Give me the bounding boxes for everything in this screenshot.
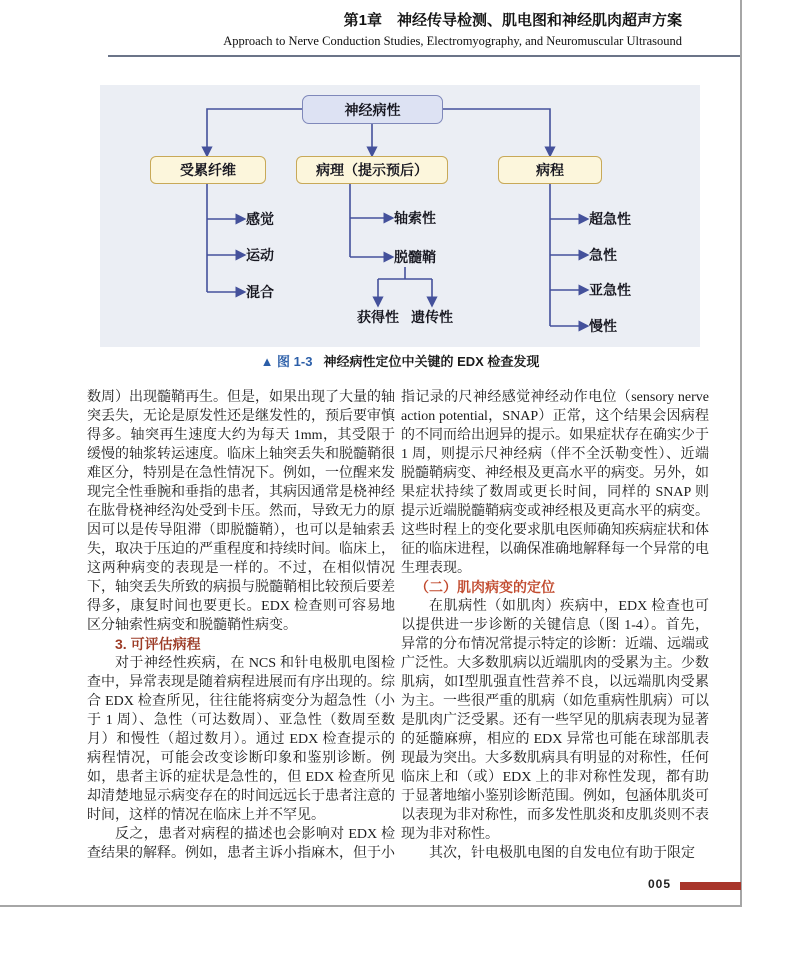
paragraph: 在肌病性（如肌肉）疾病中，EDX 检查也可以提供进一步诊断的关键信息（图 1-4）。首先，异常的分布情况常提示特定的诊断：近端、远端或广泛性。大多数肌病以近端肌肉的受累为主。少数肌病，如Ⅰ型肌强直性营养不良，以远端肌肉受累为主。一些很严重的肌病（如危重病性肌病）可以是肌肉广泛受累。还有一些罕见的肌病表现为显著的延髓麻痹，相应的 EDX 异常也可能在球部肌表现最为突出。大多数肌病具有明显的对称性，任何临床上和（或）EDX 上的非对称性发现，都有助于显著地缩小鉴别诊断范围。例如，包涵体肌炎可以表现为非对称性，而多发性肌炎和皮肌炎则不表现为非对称性。 <box>401 599 709 842</box>
diagram-root-neuropathic: 神经病性 <box>302 95 443 124</box>
figure-caption-text: 神经病性定位中关键的 EDX 检查发现 <box>323 354 540 369</box>
diagram-leaf-demyelinating: 脱髓鞘 <box>394 249 436 265</box>
diagram-box-fibers-involved: 受累纤维 <box>150 156 266 184</box>
diagram-leaf-axonal: 轴索性 <box>394 210 436 226</box>
diagram-box-time-course: 病程 <box>498 156 602 184</box>
page-number: 005 <box>648 877 672 891</box>
paragraph: 其次，针电极肌电图的自发电位有助于限定 <box>429 846 695 861</box>
footer-red-bar <box>680 882 741 890</box>
diagram-leaf-hereditary: 遗传性 <box>411 309 453 325</box>
text-column-left <box>87 388 395 863</box>
paragraph: 反之，患者对病程的描述也会影响对 EDX 检查结果的解释。例如，患者主诉小指麻木，但于小 <box>87 827 395 861</box>
paragraph: 数周）出现髓鞘再生。但是，如果出现了大量的轴突丢失，无论是原发性还是继发性的，预后要审慎得多。轴突再生速度大约为每天 1mm，其受限于缓慢的轴浆转运速度。临床上轴突丢失和脱髓鞘很难区分，特别是在急性情况下。例如，一位醒来发现完全性垂腕和垂指的患者，其病因通常是桡神经在肱骨桡神经沟处受到卡压。然而，导致无力的原因可以是传导阻滞（即脱髓鞘），也可以是轴索丢失，取决于压迫的严重程度和持续时间。临床上，这两种病变的表现是一样的。不过，在相似情况下，轴突丢失所致的病损与脱髓鞘相比较预后要差得多，康复时间也要更长。EDX 检查则可容易地区分轴索性病变和脱髓鞘性病变。 <box>87 390 395 633</box>
diagram-leaf-acute: 急性 <box>589 247 617 263</box>
figure-caption <box>100 351 700 370</box>
chapter-title-cn: 第1章 神经传导检测、肌电图和神经肌肉超声方案 <box>343 12 682 29</box>
diagram-leaf-chronic: 慢性 <box>589 318 617 334</box>
diagram-box-pathology: 病理（提示预后） <box>296 156 448 184</box>
paragraph: 指记录的尺神经感觉神经动作电位（sensory nerve action potential，SNAP）正常，这个结果会因病程的不同而给出迥异的提示。如果症状存在确实少于 1 周，则提示尺神经病（伴不全沃勒变性）、近端脱髓鞘病变、神经根及更高水平的病变。另外，如果症状持续了数周或更长时间，同样的 SNAP 则提示近端脱髓鞘病变或神经根及更高水平的病变。这些时程上的变化要求肌电医师确知疾病症状和体征的临床进程，以确保准确地解释每一个异常的电生理表现。 <box>401 390 709 576</box>
figure-1-3-diagram <box>100 85 700 347</box>
chapter-title-en: Approach to Nerve Conduction Studies, Electromyography, and Neuromuscular Ultrasound <box>223 34 682 48</box>
diagram-leaf-subacute: 亚急性 <box>589 282 631 298</box>
diagram-leaf-mixed: 混合 <box>246 284 274 300</box>
diagram-leaf-acquired: 获得性 <box>357 309 399 325</box>
figure-caption-label: ▲ 图 1-3 <box>260 354 313 369</box>
text-column-right <box>401 388 709 863</box>
paragraph: 对于神经性疾病，在 NCS 和针电极肌电图检查中，异常表现是随着病程进展而有序出现的。综合 EDX 检查所见，往往能将病变分为超急性（小于 1 周）、急性（可达数周）、亚急性（数周至数月）和慢性（超过数月）。通过 EDX 检查提示的病程情况，可能会改变诊断印象和鉴别诊断。例如，患者主诉的症状是急性的，但 EDX 检查所见却清楚地显示病变存在的时间远远长于患者注意的时间，这样的情况在临床上并不罕见。 <box>87 656 395 823</box>
diagram-leaf-hyperacute: 超急性 <box>589 211 631 227</box>
diagram-leaf-motor: 运动 <box>246 247 274 263</box>
subsection-heading-assess-course: 3. 可评估病程 <box>115 636 201 652</box>
diagram-leaf-sensory: 感觉 <box>246 211 274 227</box>
header-rule <box>108 55 740 57</box>
page-header <box>108 10 682 50</box>
section-heading-muscle-localization: （二）肌肉病变的定位 <box>415 579 555 595</box>
